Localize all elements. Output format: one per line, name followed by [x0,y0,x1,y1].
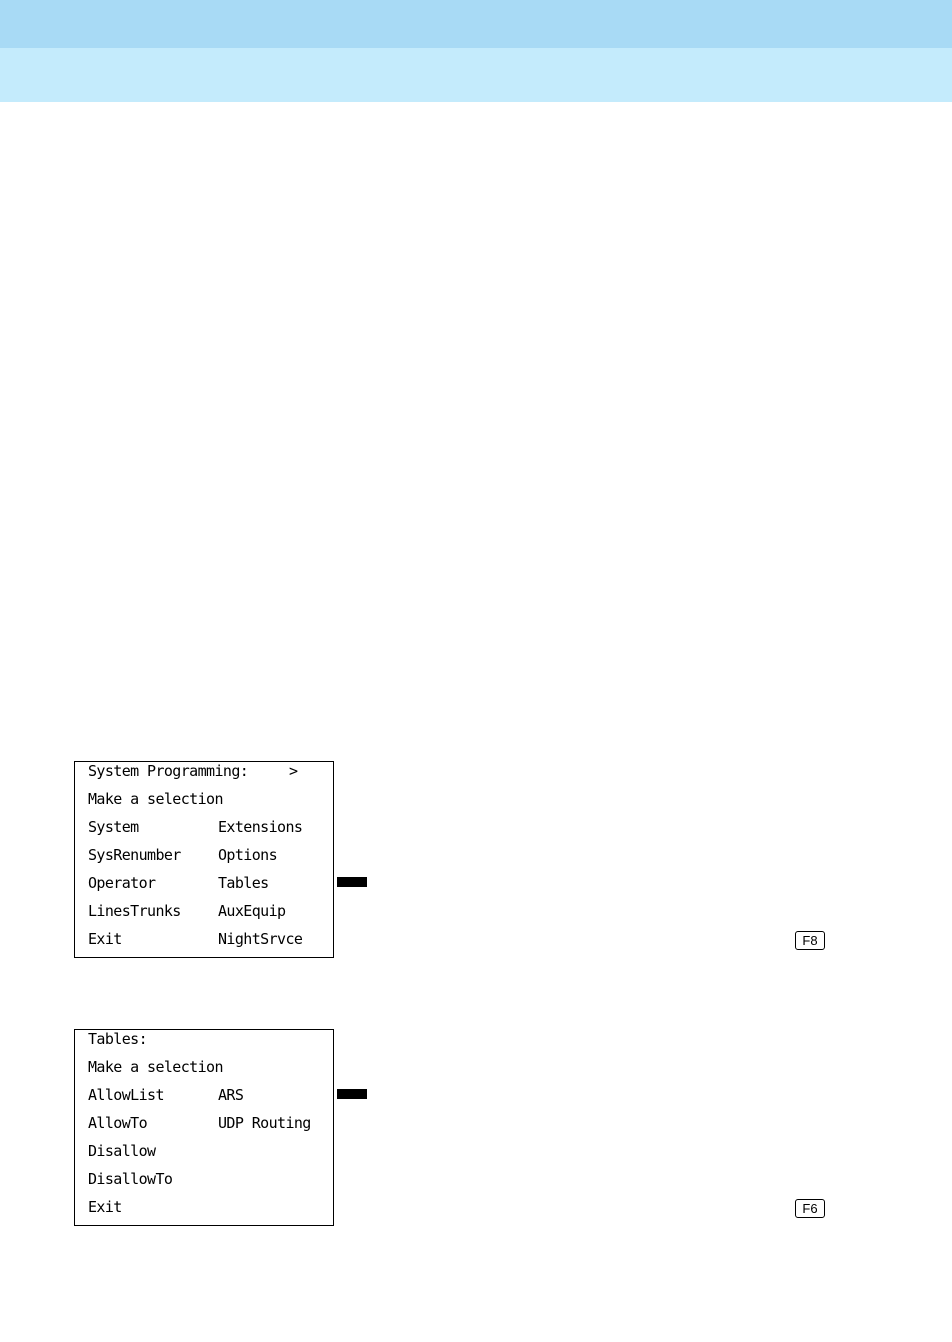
black-bar-indicator-icon [337,877,367,887]
menu-option-disallow[interactable]: Disallow [88,1142,156,1160]
menu-option-extensions[interactable]: Extensions [218,818,303,836]
display-prompt: Make a selection [88,790,223,808]
menu-option-exit[interactable]: Exit [88,1198,122,1216]
system-programming-display [74,761,334,958]
menu-option-ars[interactable]: ARS [218,1086,244,1104]
tables-display [74,1029,334,1226]
black-bar-indicator-icon [337,1089,367,1099]
header-band-top [0,0,952,48]
menu-option-sysrenumber[interactable]: SysRenumber [88,846,181,864]
menu-option-exit[interactable]: Exit [88,930,122,948]
display-title: Tables: [88,1030,148,1048]
menu-option-auxequip[interactable]: AuxEquip [218,902,286,920]
function-key-f6[interactable]: F6 [795,1199,825,1218]
menu-option-operator[interactable]: Operator [88,874,156,892]
menu-option-allowto[interactable]: AllowTo [88,1114,148,1132]
menu-option-options[interactable]: Options [218,846,278,864]
display-title: System Programming: [88,762,249,780]
menu-option-linestrunks[interactable]: LinesTrunks [88,902,181,920]
menu-option-nightsrvce[interactable]: NightSrvce [218,930,303,948]
more-arrow-icon: > [289,762,298,780]
header-band-bottom [0,48,952,102]
function-key-f8[interactable]: F8 [795,931,825,950]
menu-option-udp-routing[interactable]: UDP Routing [218,1114,311,1132]
menu-option-tables[interactable]: Tables [218,874,269,892]
display-prompt: Make a selection [88,1058,223,1076]
menu-option-allowlist[interactable]: AllowList [88,1086,164,1104]
menu-option-disallowto[interactable]: DisallowTo [88,1170,173,1188]
menu-option-system[interactable]: System [88,818,139,836]
